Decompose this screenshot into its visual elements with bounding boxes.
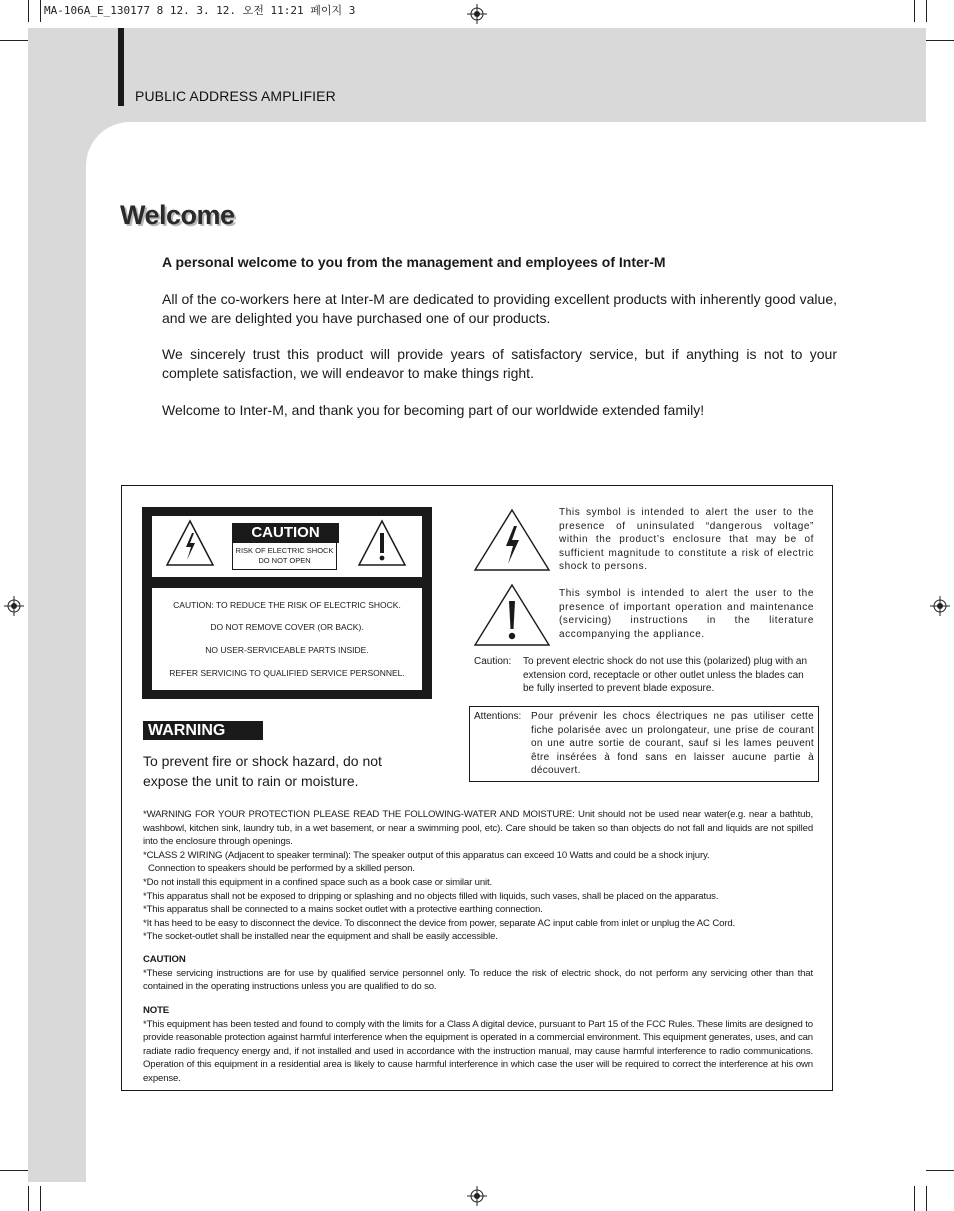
safety-note: *CLASS 2 WIRING (Adjacent to speaker terminal): The speaker output of this apparatus can exceed 10 Watts and could be a shock injury. [143, 849, 710, 861]
exclamation-triangle-icon [473, 583, 551, 647]
crop-mark [40, 0, 41, 22]
safety-note: *This apparatus shall be connected to a mains socket outlet with a protective earthing connection. [143, 904, 543, 916]
lightning-triangle-icon [473, 508, 551, 572]
safety-note: *This apparatus shall not be exposed to dripping or splashing and no objects filled with liquids, such vases, shall be placed on the apparatus. [143, 890, 719, 902]
servicing-caution-heading: CAUTION [143, 954, 186, 965]
section-header: PUBLIC ADDRESS AMPLIFIER [135, 88, 336, 104]
caution-sublabel [232, 543, 337, 570]
safety-note: Connection to speakers should be performed by a skilled person. [148, 863, 415, 875]
crop-mark [28, 0, 29, 22]
welcome-paragraph: We sincerely trust this product will provide years of satisfactory service, but if anything is not to your complete satisfaction, we will endeavor to make things right. [162, 346, 837, 381]
warning-label: WARNING [143, 721, 263, 740]
fcc-note-heading: NOTE [143, 1005, 170, 1016]
registration-mark-icon [467, 1186, 487, 1206]
servicing-caution-text: *These servicing instructions are for use by qualified service personnel only. To reduce the risk of electric shock, do not perform any servicing other than that contained in the operating instructions unless you are qualified to do so. [143, 967, 813, 993]
crop-mark [40, 1186, 41, 1211]
crop-mark [0, 40, 28, 41]
caution-sublabel-line: RISK OF ELECTRIC SHOCK [235, 546, 334, 555]
safety-note: *The socket-outlet shall be installed near the equipment and shall be easily accessible. [143, 931, 498, 943]
welcome-paragraph: Welcome to Inter-M, and thank you for becoming part of our worldwide extended family! [162, 402, 705, 418]
registration-mark-icon [930, 596, 950, 616]
caution-panel-line: CAUTION: TO REDUCE THE RISK OF ELECTRIC SHOCK. [173, 600, 401, 610]
lightning-symbol-description: This symbol is intended to alert the user to the presence of uninsulated “dangerous voltage” within the product’s enclosure that may be of sufficient magnitude to constitute a risk of electric shock to persons. [559, 507, 814, 572]
safety-note: *Do not install this equipment in a confined space such as a book case or similar unit. [143, 876, 493, 888]
fcc-note-text: *This equipment has been tested and found to comply with the limits for a Class A digital device, pursuant to Part 15 of the FCC Rules. These limits are designed to provide reasonable protection against harmful interference when the equipment is operated in a commercial environment. This equipment generates, uses, and can radiate radio frequency energy and, if not installed and used in accordance with the instruction manual, may cause harmful interference to radio communications. Operation of this equipment in a residential area is likely to cause harmful interference in which case the user will be required to correct the interference at his own expense. [143, 1018, 813, 1084]
page-title: Welcome [120, 200, 235, 230]
crop-mark [914, 1186, 915, 1211]
exclamation-symbol-description: This symbol is intended to alert the user to the presence of important operation and maintenance (servicing) instructions in the literature accompanying the appliance. [559, 588, 814, 640]
welcome-subtitle: A personal welcome to you from the management and employees of Inter-M [162, 254, 666, 270]
safety-note: *It has heed to be easy to disconnect the device. To disconnect the device from power, separate AC input cable from inlet or unplug the AC Cord. [143, 917, 736, 929]
crop-mark [926, 1170, 954, 1171]
lightning-triangle-icon [165, 519, 215, 567]
welcome-paragraph: All of the co-workers here at Inter-M are dedicated to providing excellent products with inherently good value, and we are delighted you have purchased one of our products. [162, 291, 837, 326]
attentions-text: Pour prévenir les chocs électriques ne pas utiliser cette fiche polarisée avec un prolongateur, une prise de courant on une autre sortie de courant, sauf si les lames peuvent être insérées à fond sans en laisser aucune partie à découvert. [531, 711, 814, 776]
crop-mark [28, 1186, 29, 1211]
crop-mark [914, 0, 915, 22]
attentions-box [469, 706, 819, 782]
crop-mark [0, 1170, 28, 1171]
print-slug: MA-106A_E_130177 8 12. 3. 12. 오전 11:21 페이지 3 [44, 4, 356, 17]
header-accent-bar [118, 28, 124, 106]
plug-caution [474, 655, 814, 696]
safety-note: *WARNING FOR YOUR PROTECTION PLEASE READ THE FOLLOWING-WATER AND MOISTURE: Unit should not be used near water(e.g. near a bathtub, washbowl, kitchen sink, laundry tub, in a wet basement, or near a swimming pool, etc). Care should be taken so than objects do not fall and liquids are not spilled into the enclosure through openings. [143, 809, 813, 848]
registration-mark-icon [4, 596, 24, 616]
safety-notes-list [143, 808, 813, 944]
warning-text: To prevent fire or shock hazard, do not expose the unit to rain or moisture. [143, 753, 382, 789]
caution-label: CAUTION [232, 523, 339, 543]
crop-mark [926, 1186, 927, 1211]
plug-caution-text: To prevent electric shock do not use this (polarized) plug with an extension cord, receptacle or other outlet unless the blades can be fully inserted to prevent blade exposure. [523, 656, 808, 694]
exclamation-triangle-icon [357, 519, 407, 567]
crop-mark [926, 40, 954, 41]
registration-mark-icon [467, 4, 487, 24]
servicing-caution-section [143, 953, 813, 994]
fcc-note-section [143, 1004, 813, 1086]
attentions-label: Attentions: [474, 711, 522, 722]
caution-sublabel-line: DO NOT OPEN [258, 556, 311, 565]
caution-panel-line: DO NOT REMOVE COVER (OR BACK). [210, 622, 364, 632]
caution-panel-line: REFER SERVICING TO QUALIFIED SERVICE PERSONNEL. [169, 668, 405, 678]
crop-mark [926, 0, 927, 22]
plug-caution-label: Caution: [474, 656, 512, 667]
caution-panel-line: NO USER-SERVICEABLE PARTS INSIDE. [205, 645, 369, 655]
